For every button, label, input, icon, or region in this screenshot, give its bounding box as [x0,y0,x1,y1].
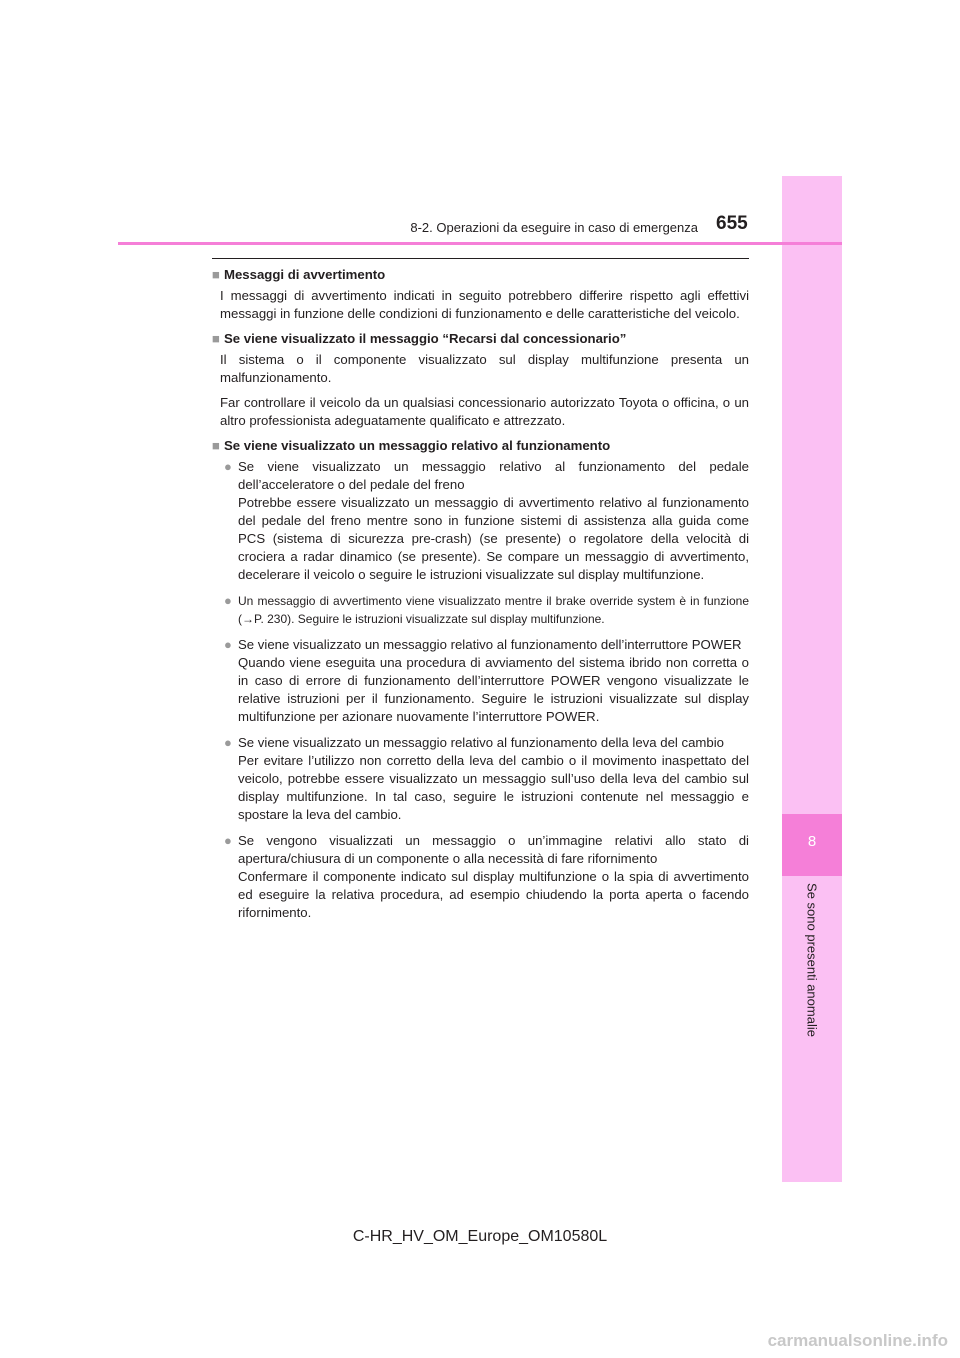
list-item-lead: Un messaggio di avvertimento viene visualizzato mentre il brake override system è in funzione (→P. 230). Seguire le istruzioni visualizzate sul display multifunzione. [238,594,749,626]
bullet-icon: ● [224,735,232,750]
list-item [212,832,749,922]
heading-warning-messages: ■ Messaggi di avvertimento [212,267,386,282]
square-marker-icon: ■ [212,331,220,346]
bullet-icon: ● [224,593,232,608]
square-marker-icon: ■ [212,438,220,453]
list-item-lead: Se viene visualizzato un messaggio relativo al funzionamento della leva del cambio [238,735,725,750]
list-item-lead: Se viene visualizzato un messaggio relativo al funzionamento dell’interruttore POWER [238,637,742,652]
paragraph: Far controllare il veicolo da un qualsiasi concessionario autorizzato Toyota o officina, o un altro professionista adeguatamente qualificato e attrezzato. [220,395,749,428]
list-item-body: Quando viene eseguita una procedura di avviamento del sistema ibrido non corretta o in caso di errore di funzionamento dell’interruttore POWER vengono visualizzate le relative istruzioni per il funzionamento. Seguire le istruzioni visualizzate sul display multifunzione per azionare nuovamente l’interruttore POWER. [238,655,749,724]
paragraph: Il sistema o il componente visualizzato sul display multifunzione presenta un malfunzionamento. [220,352,749,385]
list-item-lead: Se viene visualizzato un messaggio relativo al funzionamento del pedale dell’acceleratore o del pedale del freno [238,459,749,492]
page-content [212,266,749,930]
content-top-rule [212,258,749,259]
chapter-title: Se sono presenti anomalie [804,883,820,1037]
list-item-body: Per evitare l’utilizzo non corretto della leva del cambio o il movimento inaspettato del veicolo, potrebbe essere visualizzato un messaggio sull’uso della leva del cambio sul display multifunzione. In tal caso, seguire le istruzioni contenute nel messaggio e spostare la leva del cambio. [238,753,749,822]
heading-dealer-message: ■ Se viene visualizzato il messaggio “Recarsi dal concessionario” [212,331,627,346]
bullet-icon: ● [224,459,232,474]
header-rule [118,242,842,245]
list-item-body: Confermare il componente indicato sul display multifunzione o la spia di avvertimento ed eseguire la relativa procedura, ad esempio chiudendo la porta aperta o facendo rifornimento. [238,869,749,920]
paragraph: I messaggi di avvertimento indicati in seguito potrebbero differire rispetto agli effettivi messaggi in funzione delle condizioni di funzionamento e delle caratteristiche del veicolo. [220,288,749,321]
square-marker-icon: ■ [212,267,220,282]
list-item [212,458,749,584]
heading-operation-message: ■ Se viene visualizzato un messaggio relativo al funzionamento [212,438,611,453]
page-number: 655 [716,213,748,234]
footer-doc-code: C-HR_HV_OM_Europe_OM10580L [352,1228,608,1245]
list-item [212,636,749,726]
chapter-number: 8 [807,833,817,850]
list-item [212,592,749,628]
watermark: carmanualsonline.info [767,1331,948,1350]
list-item-lead: Se vengono visualizzati un messaggio o un’immagine relativi allo stato di apertura/chiusura di un componente o alla necessità di fare rifornimento [238,833,749,866]
list-item [212,734,749,824]
section-title: 8-2. Operazioni da eseguire in caso di emergenza [410,220,698,235]
list-item-body: Potrebbe essere visualizzato un messaggio di avvertimento relativo al funzionamento del pedale del freno mentre sono in funzione sistemi di assistenza alla guida come PCS (sistema di sicurezza pre-crash) (se presente) o regolatore della velocità di crociera a radar dinamico (se presente). Se compare un messaggio di avvertimento, decelerare il veicolo o seguire le istruzioni visualizzate sul display multifunzione. [238,495,749,582]
bullet-icon: ● [224,637,232,652]
bullet-icon: ● [224,833,232,848]
